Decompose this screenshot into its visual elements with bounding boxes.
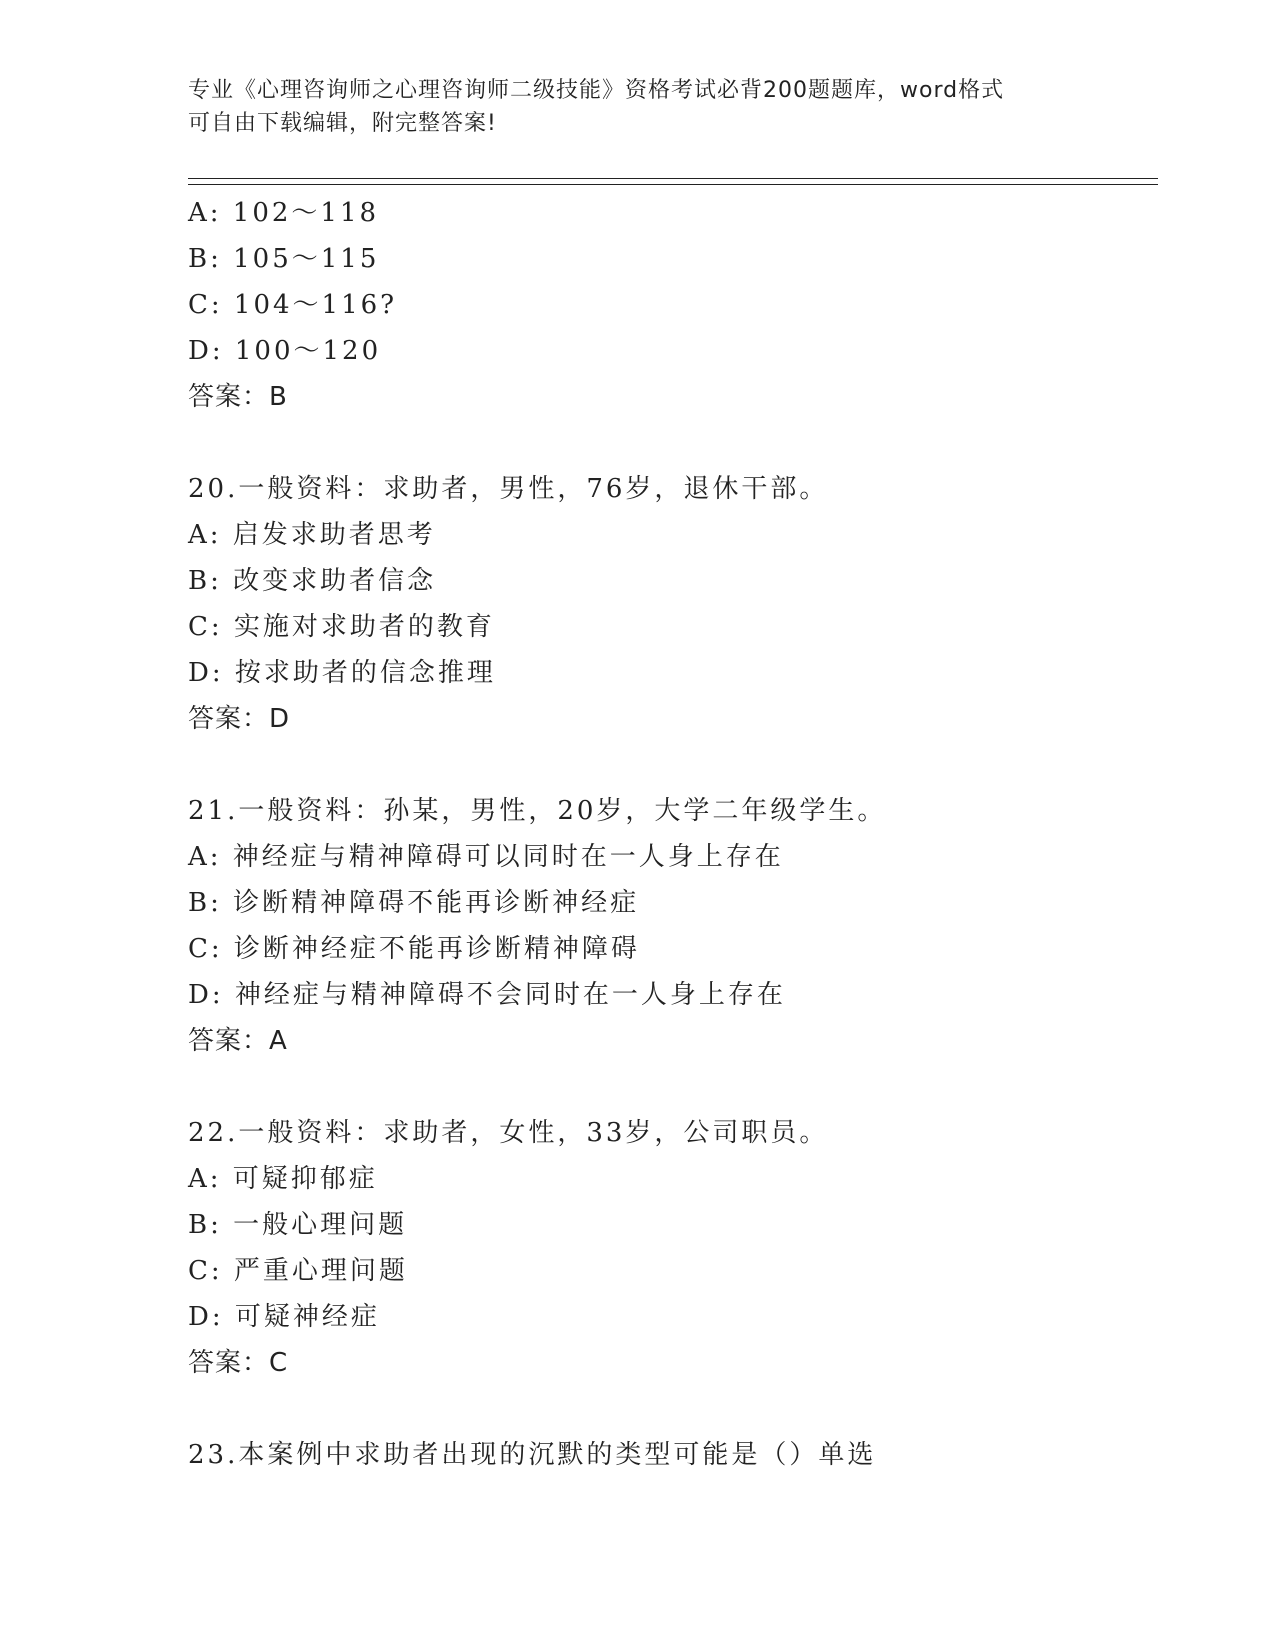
question-22 <box>188 1110 1168 1386</box>
option-a: A: 神经症与精神障碍可以同时在一人身上存在 <box>188 842 784 872</box>
question-stem: 23.本案例中求助者出现的沉默的类型可能是（）单选 <box>188 1440 877 1470</box>
spacer <box>188 742 1168 788</box>
option-a: A: 102～118 <box>188 198 380 228</box>
answer: 答案：D <box>188 704 291 734</box>
question-stem: 22.一般资料：求助者，女性，33岁，公司职员。 <box>188 1118 829 1148</box>
option-b: B: 诊断精神障碍不能再诊断神经症 <box>188 888 640 918</box>
header-line-2: 可自由下载编辑，附完整答案! <box>188 111 497 136</box>
spacer <box>188 420 1168 466</box>
option-a: A: 可疑抑郁症 <box>188 1164 378 1194</box>
option-b: B: 105～115 <box>188 244 380 274</box>
question-20 <box>188 466 1168 742</box>
answer: 答案：A <box>188 1026 288 1056</box>
option-a: A: 启发求助者思考 <box>188 520 436 550</box>
option-c: C: 104～116? <box>188 290 398 320</box>
option-c: C: 严重心理问题 <box>188 1256 408 1286</box>
option-c: C: 实施对求助者的教育 <box>188 612 495 642</box>
question-23 <box>188 1432 1168 1478</box>
question-19 <box>188 190 1168 420</box>
option-c: C: 诊断神经症不能再诊断精神障碍 <box>188 934 640 964</box>
option-d: D: 100～120 <box>188 336 382 366</box>
header-divider-top <box>188 178 1158 179</box>
option-b: B: 一般心理问题 <box>188 1210 408 1240</box>
option-b: B: 改变求助者信念 <box>188 566 437 596</box>
question-21 <box>188 788 1168 1064</box>
question-stem: 21.一般资料：孙某，男性，20岁，大学二年级学生。 <box>188 796 887 826</box>
spacer <box>188 1386 1168 1432</box>
document-header <box>188 74 1088 140</box>
option-d: D: 可疑神经症 <box>188 1302 380 1332</box>
question-stem: 20.一般资料：求助者，男性，76岁，退休干部。 <box>188 474 829 504</box>
spacer <box>188 1064 1168 1110</box>
question-list <box>188 190 1168 1478</box>
header-divider-bottom <box>188 184 1158 185</box>
option-d: D: 神经症与精神障碍不会同时在一人身上存在 <box>188 980 786 1010</box>
answer: 答案：C <box>188 1348 289 1378</box>
option-d: D: 按求助者的信念推理 <box>188 658 496 688</box>
answer: 答案：B <box>188 382 288 412</box>
header-line-1: 专业《心理咨询师之心理咨询师二级技能》资格考试必背200题题库，word格式 <box>188 78 1005 103</box>
